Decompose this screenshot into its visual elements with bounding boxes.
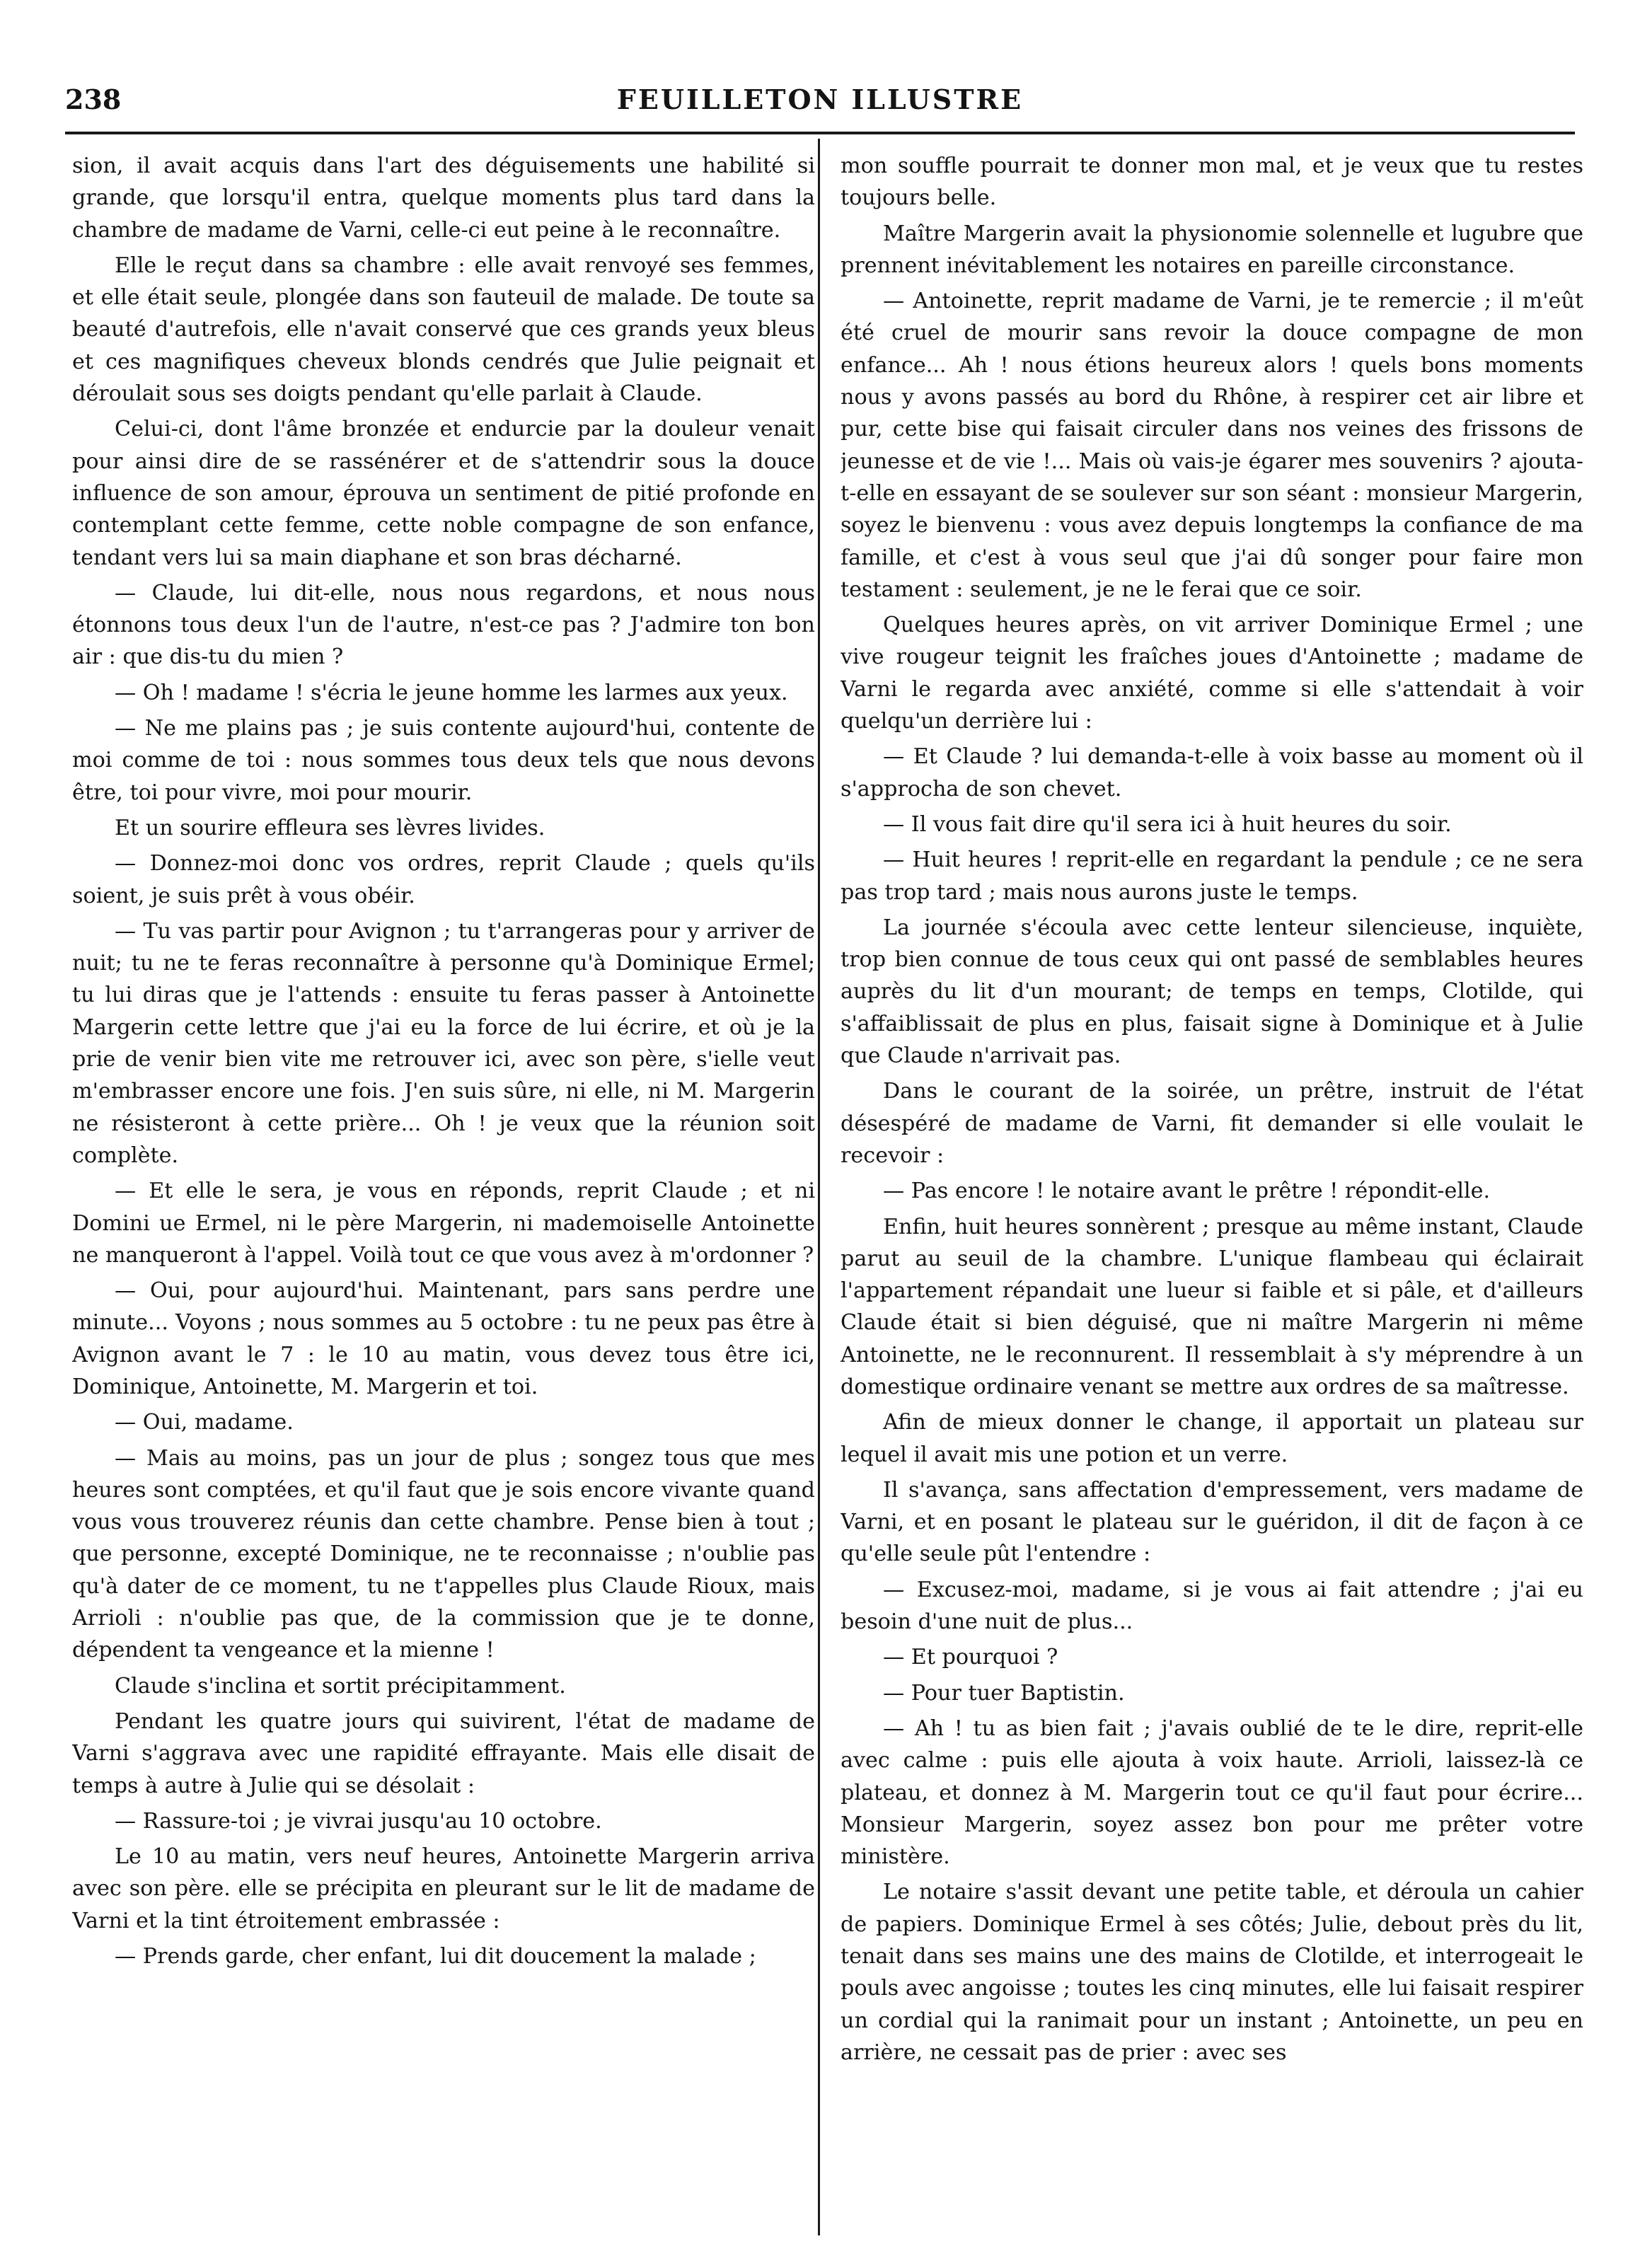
paragraph: — Huit heures ! reprit-elle en regardant la pendule ; ce ne sera pas trop tard ; mais nous aurons juste le temps. [841,847,1583,905]
header-rule [65,132,1575,134]
left-column [72,150,815,2244]
paragraph: La journée s'écoula avec cette lenteur silencieuse, inquiète, trop bien connue de tous ceux qui ont passé de semblables heures auprès du lit d'un mourant; de temps en temps, Clotilde, qui s'affaiblissait de plus en plus, faisait signe à Dominique et à Julie que Claude n'arrivait pas. [841,915,1583,1069]
paragraph: Maître Margerin avait la physionomie solennelle et lugubre que prennent inévitablement les notaires en pareille circonstance. [841,221,1583,278]
paragraph: mon souffle pourrait te donner mon mal, et je veux que tu restes toujours belle. [841,154,1583,211]
paragraph: — Et elle le sera, je vous en réponds, reprit Claude ; et ni Domini ue Ermel, ni le père Margerin, ni mademoiselle Antoinette ne manqueront à l'appel. Voilà tout ce que vous avez à m'ordonner ? [72,1179,815,1268]
paragraph: — Prends garde, cher enfant, lui dit doucement la malade ; [115,1944,756,1969]
paragraph: — Oui, pour aujourd'hui. Maintenant, pars sans perdre une minute... Voyons ; nous sommes au 5 octobre : tu ne peux pas être à Avignon avant le 7 : le 10 au matin, vous devez tous être ici, Dominique, Antoinette, M. Margerin et toi. [72,1278,815,1399]
paragraph: — Tu vas partir pour Avignon ; tu t'arrangeras pour y arriver de nuit; tu ne te feras reconnaître à personne qu'à Dominique Ermel; tu lui diras que je l'attends : ensuite tu feras passer à Antoinette Margerin cette lettre que j'ai eu la force de lui écrire, et où je la prie de venir bien vite me retrouver ici, avec son père, s'ielle veut m'embrasser encore une fois. J'en suis sûre, ni elle, ni M. Margerin ne résisteront à cette prière... Oh ! je veux que la réunion soit complète. [72,918,815,1168]
paragraph: — Pas encore ! le notaire avant le prêtre ! répondit-elle. [883,1179,1491,1204]
paragraph: — Mais au moins, pas un jour de plus ; songez tous que mes heures sont comptées, et qu'il faut que je sois encore vivante quand vous vous trouverez réunis dan cette chambre. Pense bien à tout ; que personne, excepté Dominique, ne te reconnaisse ; n'oublie pas qu'à dater de ce moment, tu ne t'appelles plus Claude Rioux, mais Arrioli : n'oublie pas que, de la commission que je te donne, dépendent ta vengeance et la mienne ! [72,1445,815,1663]
page-number: 238 [65,83,122,115]
paragraph: — Ne me plains pas ; je suis contente aujourd'hui, contente de moi comme de toi : nous sommes tous deux tels que nous devons être, toi pour vivre, moi pour mourir. [72,716,815,805]
paragraph: — Claude, lui dit-elle, nous nous regardons, et nous nous étonnons tous deux l'un de l'autre, n'est-ce pas ? J'admire ton bon air : que dis-tu du mien ? [72,580,815,670]
paragraph: Celui-ci, dont l'âme bronzée et endurcie par la douleur venait pour ainsi dire de se rassénérer et de s'attendrir sous la douce influence de son amour, éprouva un sentiment de pitié profonde en contemplant cette femme, cette noble compagne de son enfance, tendant vers lui sa main diaphane et son bras décharné. [72,417,815,570]
paragraph: — Oui, madame. [115,1410,294,1435]
running-title: FEUILLETON ILLUSTRE [616,83,1024,115]
paragraph: Quelques heures après, on vit arriver Dominique Ermel ; une vive rougeur teignit les fraîches joues d'Antoinette ; madame de Varni le regarda avec anxiété, comme si elle s'attendait à voir quelqu'un derrière lui : [841,613,1583,734]
paragraph: — Rassure-toi ; je vivrai jusqu'au 10 octobre. [115,1808,602,1834]
paragraph: Le notaire s'assit devant une petite table, et déroula un cahier de papiers. Dominique Ermel à ses côtés; Julie, debout près du lit, tenait dans ses mains une des mains de Clotilde, et interrogeait le pouls avec angoisse ; toutes les cinq minutes, elle lui faisait respirer un cordial qui la ranimait pour un instant ; Antoinette, un peu en arrière, ne cessait pas de prier : avec ses [841,1880,1583,2065]
paragraph: — Et Claude ? lui demanda-t-elle à voix basse au moment où il s'approcha de son chevet. [841,744,1583,802]
paragraph: — Oh ! madame ! s'écria le jeune homme les larmes aux yeux. [115,680,788,705]
paragraph: Dans le courant de la soirée, un prêtre, instruit de l'état désespéré de madame de Varni, fit demander si elle voulait le recevoir : [841,1079,1583,1168]
paragraph: sion, il avait acquis dans l'art des déguisements une habilité si grande, que lorsqu'il entra, quelque moments plus tard dans la chambre de madame de Varni, celle-ci eut peine à le reconnaître. [72,154,815,243]
column-divider [818,139,820,2235]
paragraph: — Excusez-moi, madame, si je vous ai fait attendre ; j'ai eu besoin d'une nuit de plus... [841,1577,1583,1635]
paragraph: Et un sourire effleura ses lèvres livides. [115,815,545,840]
paragraph: Claude s'inclina et sortit précipitamment. [115,1673,566,1699]
paragraph: — Il vous fait dire qu'il sera ici à huit heures du soir. [883,811,1452,837]
paragraph: — Et pourquoi ? [883,1645,1058,1670]
paragraph: Elle le reçut dans sa chambre : elle avait renvoyé ses femmes, et elle était seule, plongée dans son fauteuil de malade. De toute sa beauté d'autrefois, elle n'avait conservé que ces grands yeux bleus et ces magnifiques cheveux blonds cendrés que Julie peignait et déroulait sous ses doigts pendant qu'elle parlait à Claude. [72,253,815,407]
paragraph: — Ah ! tu as bien fait ; j'avais oublié de te le dire, reprit-elle avec calme : puis elle ajouta à voix haute. Arrioli, laissez-là ce plateau, et donnez à M. Margerin tout ce qu'il faut pour écrire... Monsieur Margerin, soyez assez bon pour me prêter votre ministère. [841,1716,1583,1870]
paragraph: Afin de mieux donner le change, il apportait un plateau sur lequel il avait mis une potion et un verre. [841,1410,1583,1467]
paragraph: Le 10 au matin, vers neuf heures, Antoinette Margerin arriva avec son père. elle se précipita en pleurant sur le lit de madame de Varni et la tint étroitement embrassée : [72,1844,815,1933]
paragraph: Il s'avança, sans affectation d'empressement, vers madame de Varni, et en posant le plateau sur le guéridon, il dit de façon à ce qu'elle seule pût l'entendre : [841,1477,1583,1567]
page-header [65,79,1575,122]
paragraph: — Donnez-moi donc vos ordres, reprit Claude ; quels qu'ils soient, je suis prêt à vous obéir. [72,851,815,908]
right-column [841,150,1583,2244]
paragraph: — Antoinette, reprit madame de Varni, je te remercie ; il m'eût été cruel de mourir sans revoir la douce compagne de mon enfance... Ah ! nous étions heureux alors ! quels bons moments nous y avons passés au bord du Rhône, à respirer cet air libre et pur, cette bise qui faisait circuler dans nos veines des frissons de jeunesse et de vie !... Mais où vais-je égarer mes souvenirs ? ajouta-t-elle en essayant de se soulever sur son séant : monsieur Margerin, soyez le bienvenu : vous avez depuis longtemps la confiance de ma famille, et c'est à vous seul que j'ai dû songer pour faire mon testament : seulement, je ne le ferai que ce soir. [841,289,1583,602]
paragraph: Pendant les quatre jours qui suivirent, l'état de madame de Varni s'aggrava avec une rapidité effrayante. Mais elle disait de temps à autre à Julie qui se désolait : [72,1708,815,1798]
paragraph: Enfin, huit heures sonnèrent ; presque au même instant, Claude parut au seuil de la chambre. L'unique flambeau qui éclairait l'appartement répandait une lueur si faible et si pâle, et d'ailleurs Claude était si bien déguisé, que ni maître Margerin ni même Antoinette, ne le reconnurent. Il ressemblait à s'y méprendre à un domestique ordinaire venant se mettre aux ordres de sa maîtresse. [841,1214,1583,1399]
paragraph: — Pour tuer Baptistin. [883,1680,1125,1706]
